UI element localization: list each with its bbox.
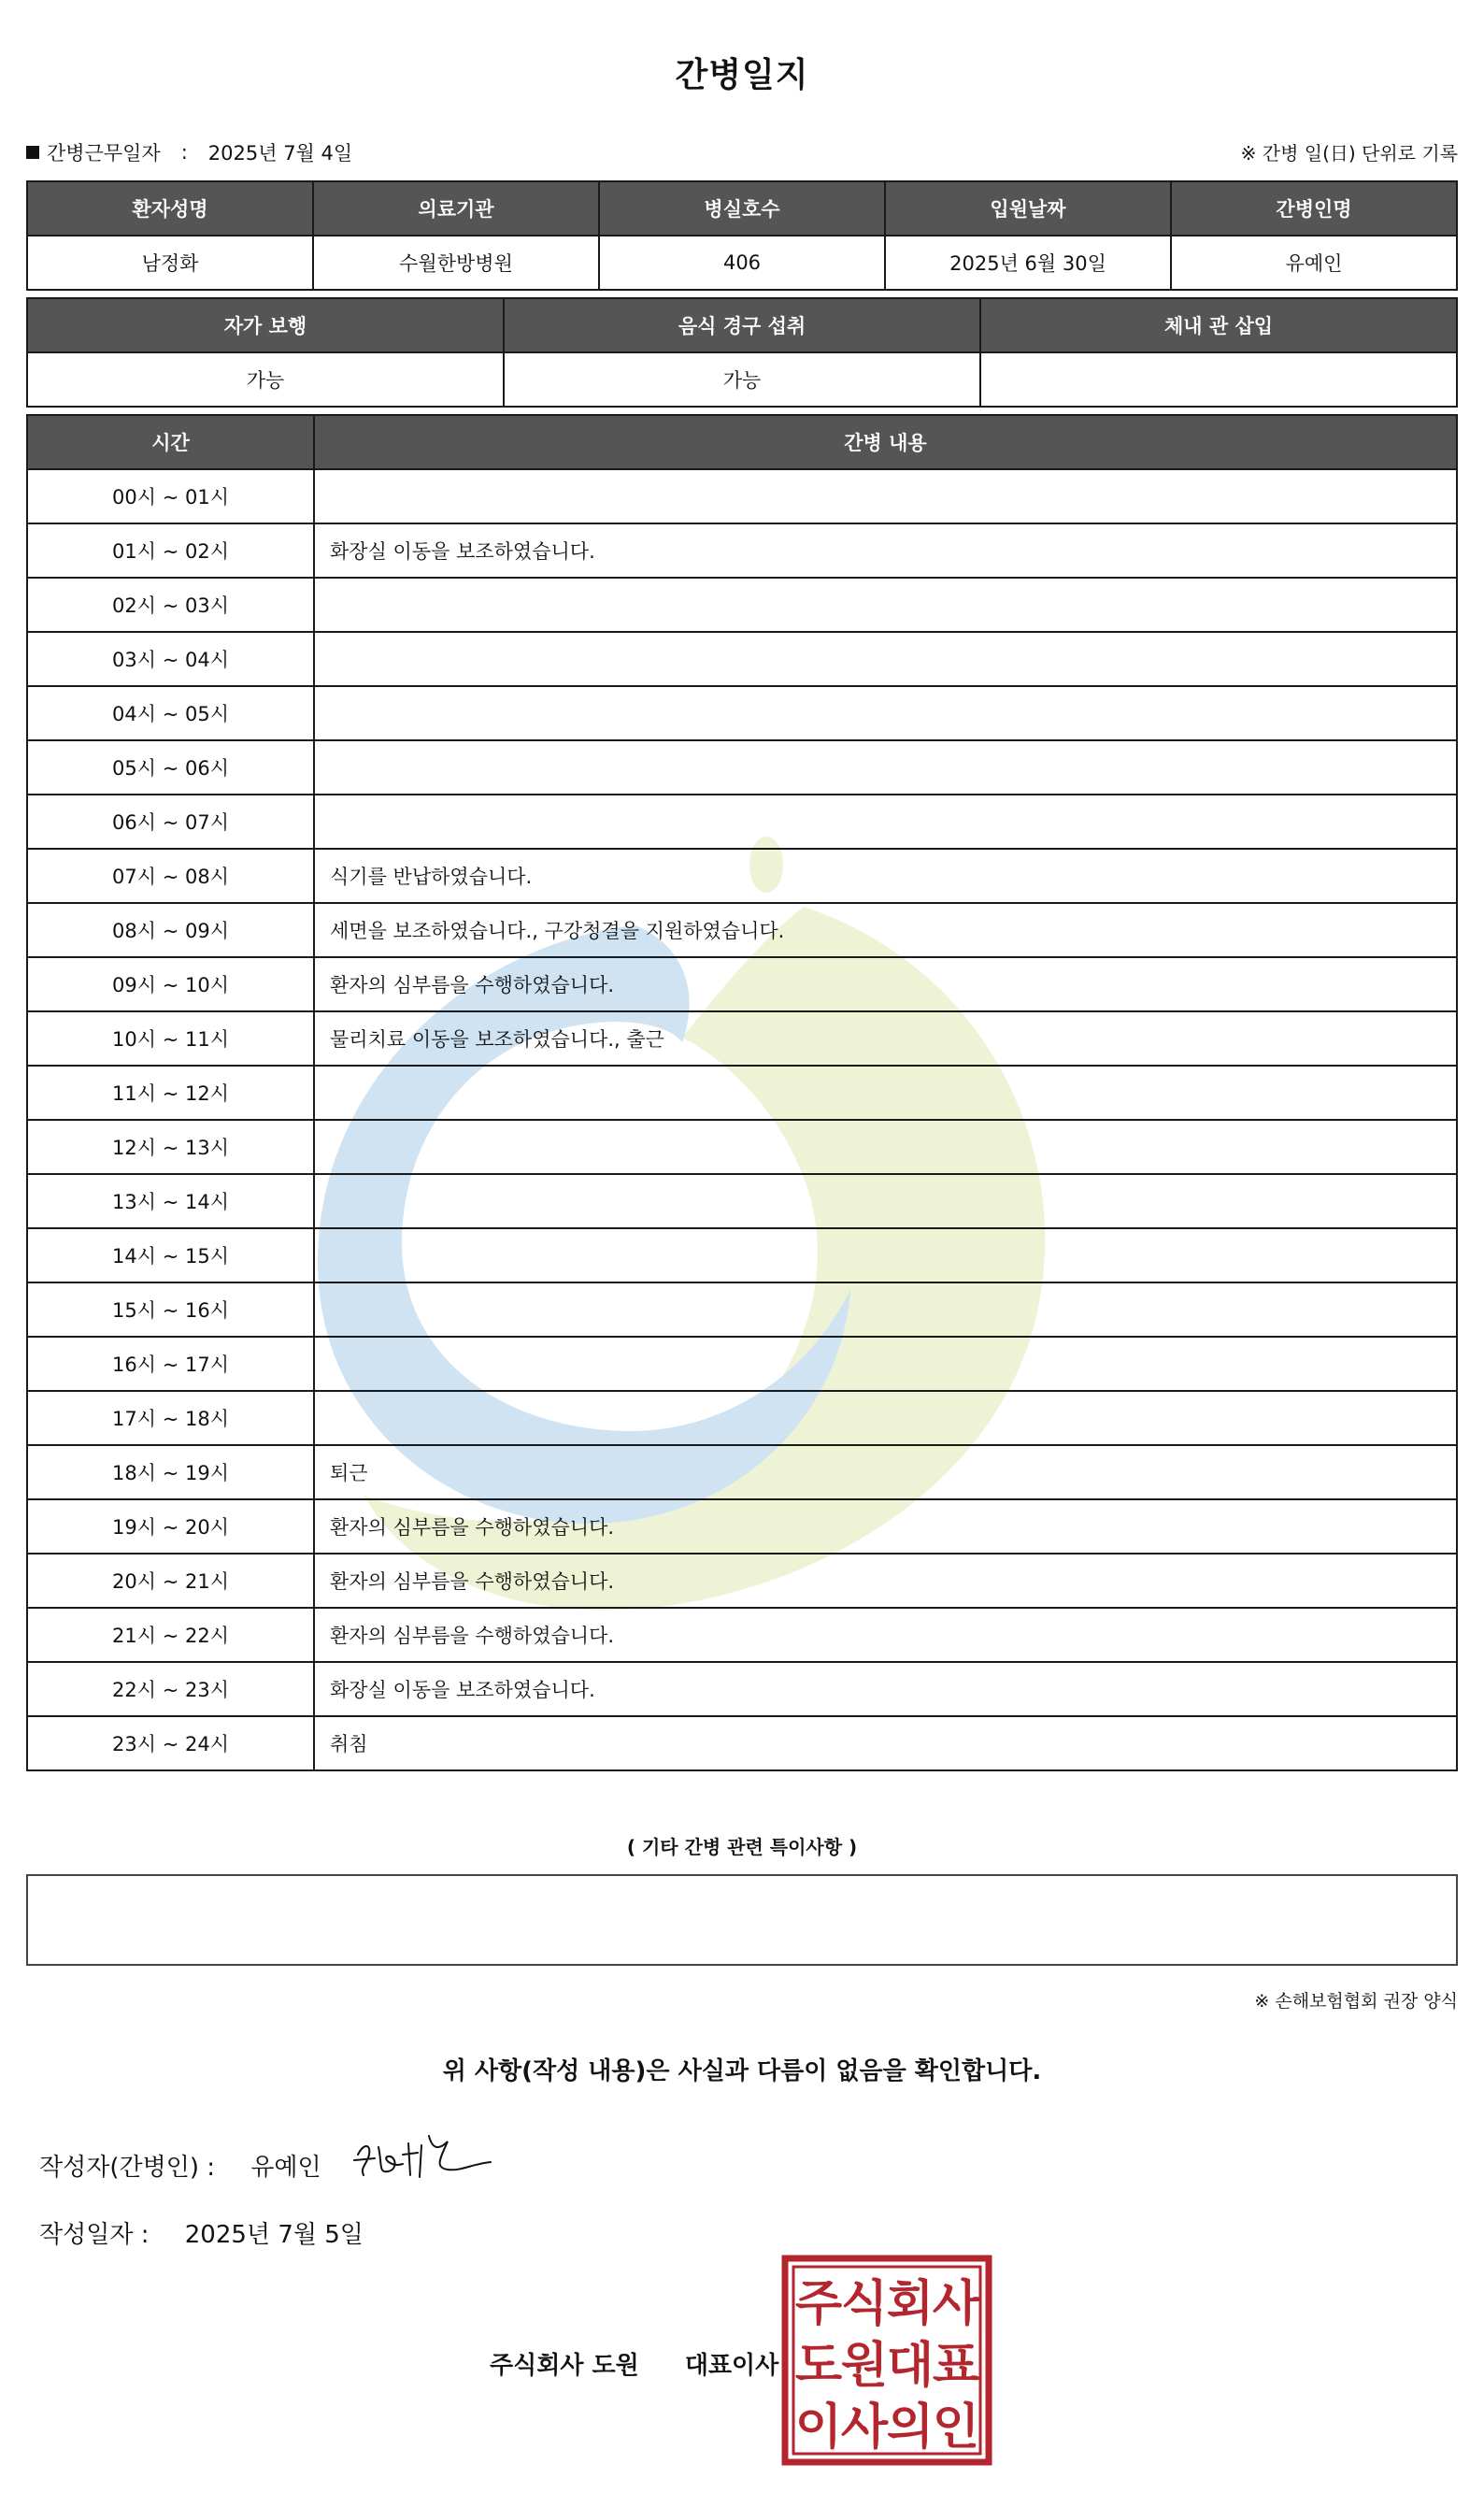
- row-care-content: [314, 578, 1457, 632]
- row-care-content: 세면을 보조하였습니다., 구강청결을 지원하였습니다.: [314, 903, 1457, 957]
- patient-info-table: [26, 180, 1458, 291]
- written-date-label: 작성일자 :: [39, 2221, 150, 2249]
- row-care-content: 식기를 반납하였습니다.: [314, 849, 1457, 903]
- table-row: [27, 1337, 1457, 1391]
- seal-glyph: 도: [794, 2338, 843, 2394]
- seal-glyph: 식: [840, 2276, 889, 2332]
- company-rep: 대표이사: [684, 2352, 779, 2380]
- seal-glyph: 표: [932, 2338, 980, 2394]
- table-row: [27, 1554, 1457, 1608]
- written-date-value: 2025년 7월 5일: [184, 2221, 364, 2249]
- table-row: [27, 578, 1457, 632]
- table-row: [27, 1608, 1457, 1662]
- table-row: [27, 1011, 1457, 1066]
- header-time: 시간: [27, 415, 314, 469]
- row-time: 17시 ~ 18시: [27, 1391, 314, 1445]
- page-title: 간병일지: [675, 56, 809, 94]
- row-time: 01시 ~ 02시: [27, 523, 314, 578]
- row-time: 11시 ~ 12시: [27, 1066, 314, 1120]
- row-care-content: [314, 1120, 1457, 1174]
- row-time: 12시 ~ 13시: [27, 1120, 314, 1174]
- row-care-content: [314, 686, 1457, 740]
- header-admission-date: 입원날짜: [885, 181, 1171, 236]
- patient-name: 남정화: [27, 236, 313, 290]
- company-row: [490, 2346, 778, 2381]
- row-time: 10시 ~ 11시: [27, 1011, 314, 1066]
- header-oral-intake: 음식 경구 섭취: [504, 298, 980, 352]
- seal-glyph: 의: [886, 2400, 935, 2456]
- row-time: 21시 ~ 22시: [27, 1608, 314, 1662]
- duty-date-value: 2025년 7월 4일: [207, 142, 353, 165]
- row-care-content: [314, 1282, 1457, 1337]
- header-caregiver-name: 간병인명: [1171, 181, 1457, 236]
- row-time: 14시 ~ 15시: [27, 1228, 314, 1282]
- row-time: 06시 ~ 07시: [27, 795, 314, 849]
- self-walking: 가능: [27, 352, 504, 407]
- table-row: [27, 903, 1457, 957]
- row-time: 07시 ~ 08시: [27, 849, 314, 903]
- confirmation-statement: 위 사항(작성 내용)은 사실과 다름이 없음을 확인합니다.: [442, 2057, 1042, 2085]
- seal-glyph: 인: [932, 2400, 980, 2456]
- header-hospital: 의료기관: [313, 181, 599, 236]
- care-log-rows: [27, 469, 1457, 1770]
- written-date-row: [39, 2215, 364, 2250]
- row-time: 18시 ~ 19시: [27, 1445, 314, 1499]
- writer-row: [39, 2148, 321, 2183]
- seal-glyph: 주: [794, 2276, 843, 2332]
- company-seal: [781, 2255, 992, 2466]
- row-care-content: [314, 1337, 1457, 1391]
- oral-intake: 가능: [504, 352, 980, 407]
- duty-date-row: [26, 138, 352, 166]
- row-time: 05시 ~ 06시: [27, 740, 314, 795]
- header-patient-name: 환자성명: [27, 181, 313, 236]
- header-room: 병실호수: [599, 181, 885, 236]
- table-row: [27, 1662, 1457, 1716]
- row-care-content: 환자의 심부름을 수행하였습니다.: [314, 1554, 1457, 1608]
- seal-glyph: 회: [886, 2276, 935, 2332]
- row-time: 03시 ~ 04시: [27, 632, 314, 686]
- row-care-content: 환자의 심부름을 수행하였습니다.: [314, 957, 1457, 1011]
- row-time: 20시 ~ 21시: [27, 1554, 314, 1608]
- row-care-content: [314, 1391, 1457, 1445]
- writer-label: 작성자(간병인) :: [39, 2154, 216, 2182]
- company-name: 주식회사 도원: [490, 2352, 639, 2380]
- table-row: [27, 1066, 1457, 1120]
- row-time: 02시 ~ 03시: [27, 578, 314, 632]
- row-time: 08시 ~ 09시: [27, 903, 314, 957]
- hospital: 수월한방병원: [313, 236, 599, 290]
- row-time: 13시 ~ 14시: [27, 1174, 314, 1228]
- table-row: [27, 795, 1457, 849]
- table-row: [27, 1282, 1457, 1337]
- care-log-table: [26, 414, 1458, 1771]
- seal-glyph: 대: [886, 2338, 935, 2394]
- table-row: [27, 1391, 1457, 1445]
- writer-name: 유예인: [250, 2154, 321, 2182]
- table-row: [27, 686, 1457, 740]
- table-row: [27, 1499, 1457, 1554]
- header-tube-insertion: 체내 관 삽입: [980, 298, 1457, 352]
- row-care-content: [314, 740, 1457, 795]
- table-row: [27, 469, 1457, 523]
- tube-insertion: [980, 352, 1457, 407]
- table-row: [27, 1228, 1457, 1282]
- row-time: 04시 ~ 05시: [27, 686, 314, 740]
- remarks-title: ( 기타 간병 관련 특이사항 ): [626, 1836, 858, 1858]
- row-time: 23시 ~ 24시: [27, 1716, 314, 1770]
- row-care-content: 취침: [314, 1716, 1457, 1770]
- room-number: 406: [599, 236, 885, 290]
- patient-status-table: [26, 297, 1458, 408]
- row-time: 15시 ~ 16시: [27, 1282, 314, 1337]
- row-time: 16시 ~ 17시: [27, 1337, 314, 1391]
- row-time: 19시 ~ 20시: [27, 1499, 314, 1554]
- seal-glyph: 사: [932, 2276, 980, 2332]
- row-care-content: 화장실 이동을 보조하였습니다.: [314, 523, 1457, 578]
- daily-record-note: ※ 간병 일(日) 단위로 기록: [1240, 142, 1458, 165]
- row-time: 00시 ~ 01시: [27, 469, 314, 523]
- row-care-content: 화장실 이동을 보조하였습니다.: [314, 1662, 1457, 1716]
- table-row: [27, 632, 1457, 686]
- row-time: 22시 ~ 23시: [27, 1662, 314, 1716]
- table-row: [27, 1120, 1457, 1174]
- row-care-content: [314, 795, 1457, 849]
- square-bullet-icon: [26, 146, 39, 159]
- form-source-note: ※ 손해보험협회 권장 양식: [1254, 1991, 1458, 2012]
- table-row: [27, 1445, 1457, 1499]
- table-row: [27, 1174, 1457, 1228]
- table-row: [27, 849, 1457, 903]
- row-care-content: 물리치료 이동을 보조하였습니다., 출근: [314, 1011, 1457, 1066]
- table-row: [27, 523, 1457, 578]
- table-row: [27, 1716, 1457, 1770]
- table-row: [27, 740, 1457, 795]
- row-care-content: [314, 1174, 1457, 1228]
- row-care-content: [314, 469, 1457, 523]
- table-row: [27, 957, 1457, 1011]
- duty-date-colon: :: [180, 141, 188, 164]
- row-care-content: [314, 1066, 1457, 1120]
- header-self-walking: 자가 보행: [27, 298, 504, 352]
- row-time: 09시 ~ 10시: [27, 957, 314, 1011]
- admission-date: 2025년 6월 30일: [885, 236, 1171, 290]
- row-care-content: 퇴근: [314, 1445, 1457, 1499]
- row-care-content: 환자의 심부름을 수행하였습니다.: [314, 1608, 1457, 1662]
- seal-glyph: 원: [840, 2338, 889, 2394]
- row-care-content: 환자의 심부름을 수행하였습니다.: [314, 1499, 1457, 1554]
- row-care-content: [314, 632, 1457, 686]
- remarks-box: [26, 1874, 1458, 1966]
- signature-image: [350, 2127, 500, 2192]
- header-care-content: 간병 내용: [314, 415, 1457, 469]
- caregiver-name: 유예인: [1171, 236, 1457, 290]
- seal-glyph: 이: [794, 2400, 843, 2456]
- row-care-content: [314, 1228, 1457, 1282]
- duty-date-label: 간병근무일자: [47, 142, 161, 165]
- seal-glyph: 사: [840, 2400, 889, 2456]
